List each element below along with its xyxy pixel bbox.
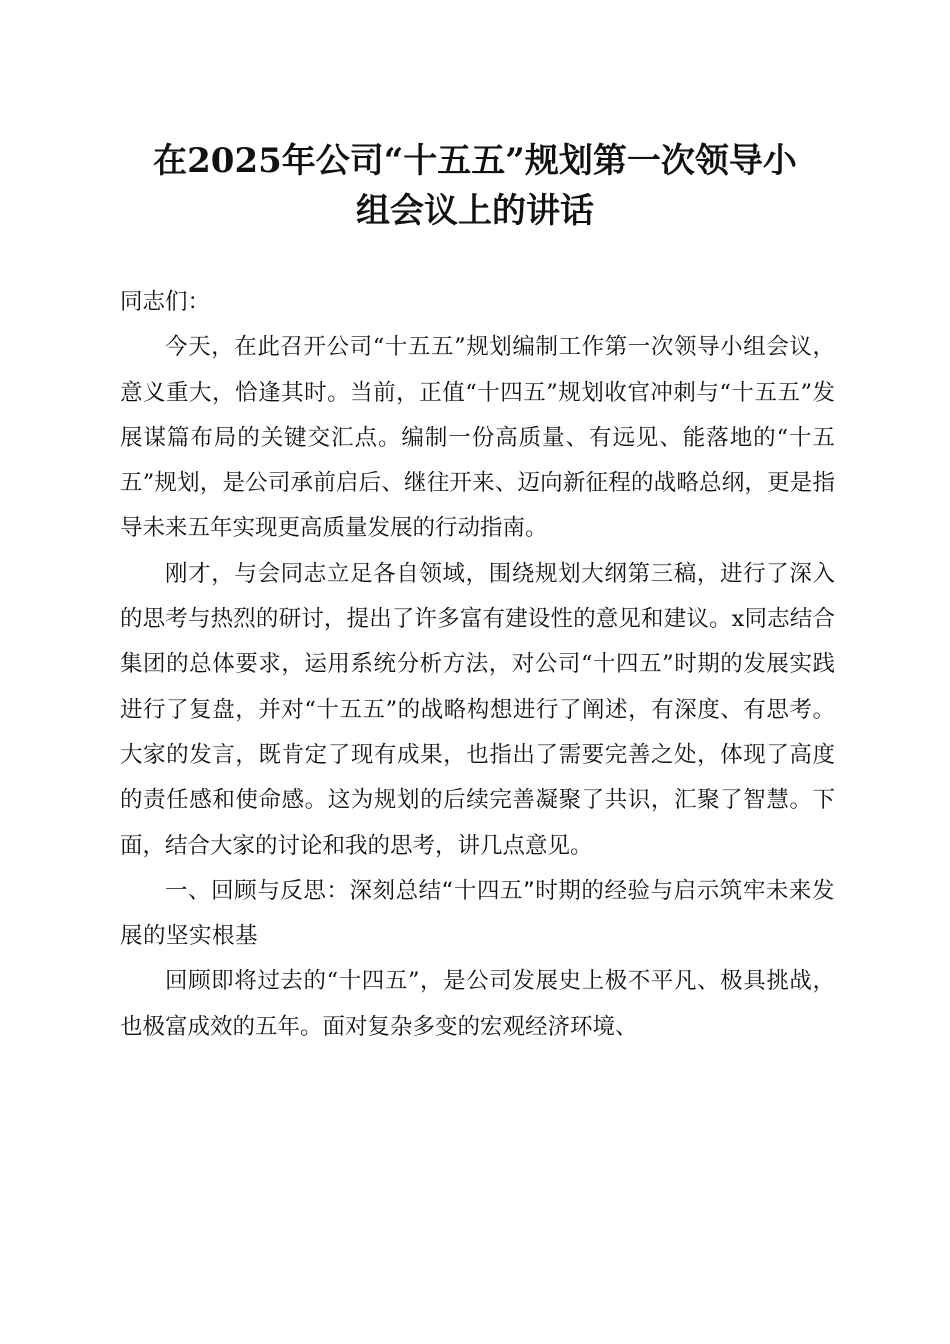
salutation: 同志们： <box>120 289 211 315</box>
paragraph-discussion: 刚才，与会同志立足各自领域，围绕规划大纲第三稿，进行了深入的思考与热烈的研讨，提出了许多富有建设性的意见和建议。x同志结合集团的总体要求，运用系统分析方法，对公司“十四五”时期的发展实践进行了复盘，并对“十五五”的战略构想进行了阐述，有深度、有思考。大家的发言，既肯定了现有成果，也指出了需要完善之处，体现了高度的责任感和使命感。这为规划的后续完善凝聚了共识，汇聚了智慧。下面，结合大家的讨论和我的思考，讲几点意见。 <box>120 560 835 859</box>
paragraph-review: 回顾即将过去的“十四五”，是公司发展史上极不平凡、极具挑战，也极富成效的五年。面对复杂多变的宏观经济环境、 <box>120 968 835 1040</box>
section-heading-1: 一、回顾与反思：深刻总结“十四五”时期的经验与启示筑牢未来发展的坚实根基 <box>120 877 835 950</box>
document-title <box>110 136 840 236</box>
document-body <box>120 280 835 1050</box>
title-line-2: 组会议上的讲话 <box>356 191 594 231</box>
paragraph-opening: 今天，在此召开公司“十五五”规划编制工作第一次领导小组会议，意义重大，恰逢其时。当前，正值“十四五”规划收官冲刺与“十五五”发展谋篇布局的关键交汇点。编制一份高质量、有远见、能落地的“十五五”规划，是公司承前启后、继往开来、迈向新征程的战略总纲，更是指导未来五年实现更高质量发展的行动指南。 <box>120 334 835 542</box>
title-line-1: 在2025年公司“十五五”规划第一次领导小 <box>153 141 797 181</box>
